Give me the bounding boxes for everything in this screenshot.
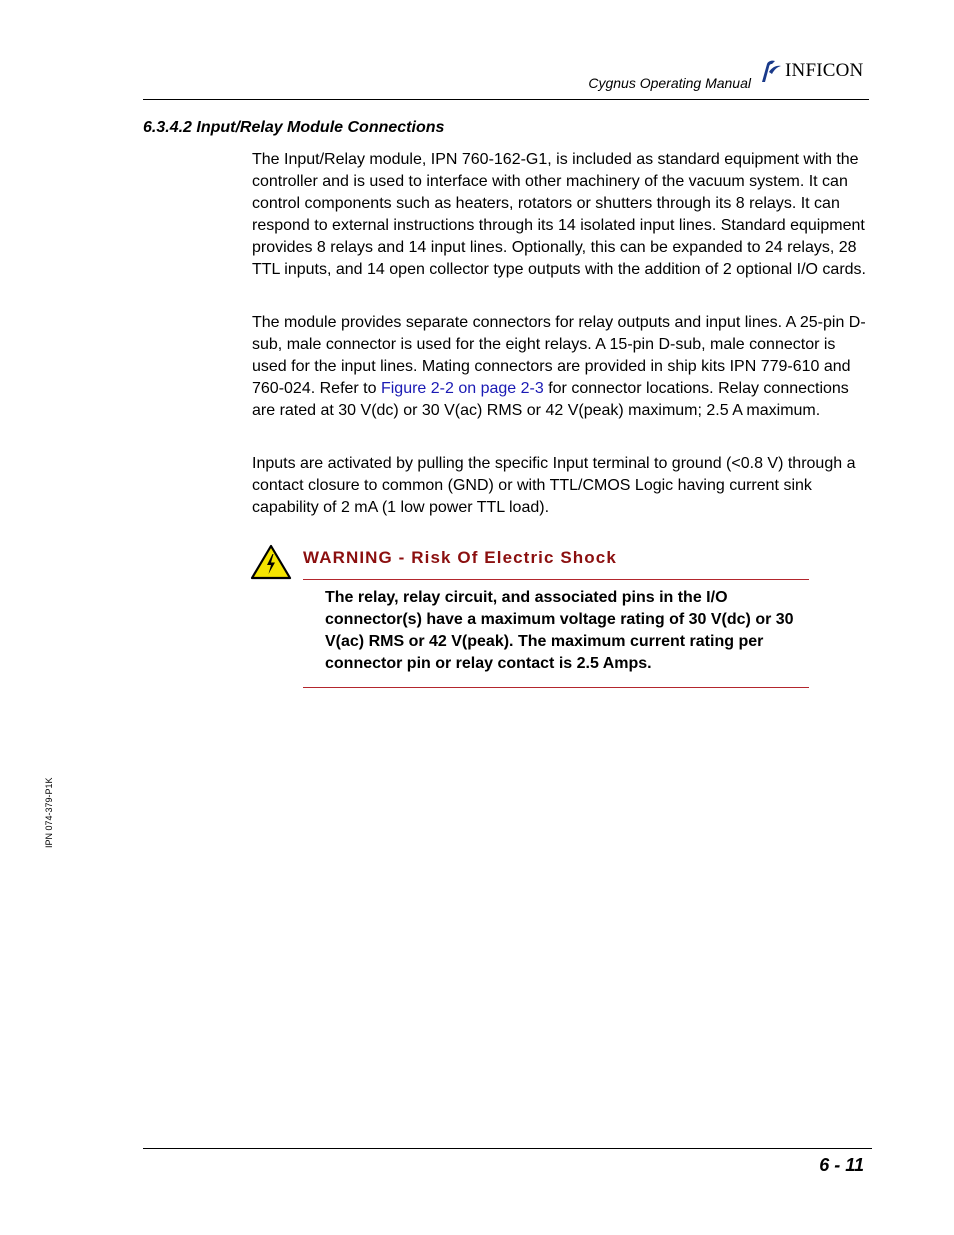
warning-title: WARNING - Risk Of Electric Shock	[303, 548, 617, 567]
warning-body: The relay, relay circuit, and associated pins in the I/O connector(s) have a maximum voltage rating of 30 V(dc) or 30 V(ac) RMS or 42 V(peak). The maximum current rating per connector pin or relay contact is 2.5 Amps.	[325, 589, 794, 672]
document-ipn-label: IPN 074-379-P1K	[44, 777, 54, 848]
paragraph-inputs-activation: Inputs are activated by pulling the specific Input terminal to ground (<0.8 V) through a contact closure to common (GND) or with TTL/CMOS Logic having current sink capability of 2 mA (1 low power TTL load).	[252, 455, 856, 516]
logo-text: INFICON	[785, 60, 864, 81]
section-heading: 6.3.4.2 Input/Relay Module Connections	[143, 119, 445, 136]
warning-bottom-rule	[303, 687, 809, 688]
header-divider	[143, 99, 869, 100]
figure-cross-reference-link[interactable]: Figure 2-2 on page 2-3	[380, 380, 544, 397]
manual-title: Cygnus Operating Manual	[588, 75, 751, 91]
paragraph-input-relay-module: The Input/Relay module, IPN 760-162-G1, is included as standard equipment with the controller and is used to interface with other machinery of the vacuum system. It can control components such as heaters, rotators or shutters through its 8 relays. It can respond to external instructions through its 14 isolated input lines. Standard equipment provides 8 relays and 14 input lines. Optionally, this can be expanded to 24 relays, 28 TTL inputs, and 14 open collector type outputs with the addition of 2 optional I/O cards.	[252, 151, 866, 278]
warning-top-rule	[303, 579, 809, 580]
paragraph-connectors-text-end: for connector locations. Relay connections are rated at 30 V(dc) or 30 V(ac) RMS or 42 V(peak) maximum; 2.5 A maximum.	[252, 380, 849, 419]
inficon-logo-mark-icon	[760, 58, 782, 84]
inficon-logo	[760, 58, 863, 84]
page-number: 6 - 11	[819, 1155, 864, 1175]
paragraph-connectors	[252, 312, 872, 422]
footer-divider	[143, 1148, 872, 1149]
electric-shock-warning-icon	[250, 544, 292, 585]
paragraph-connectors-text-start: The module provides separate connectors for relay outputs and input lines. A 25-pin D-sub, male connector is used for the eight relays. A 15-pin D-sub, male connector is used for the input lines. Mating connectors are provided in ship kits IPN 779-610 and 760-024. Refer to	[252, 314, 866, 397]
